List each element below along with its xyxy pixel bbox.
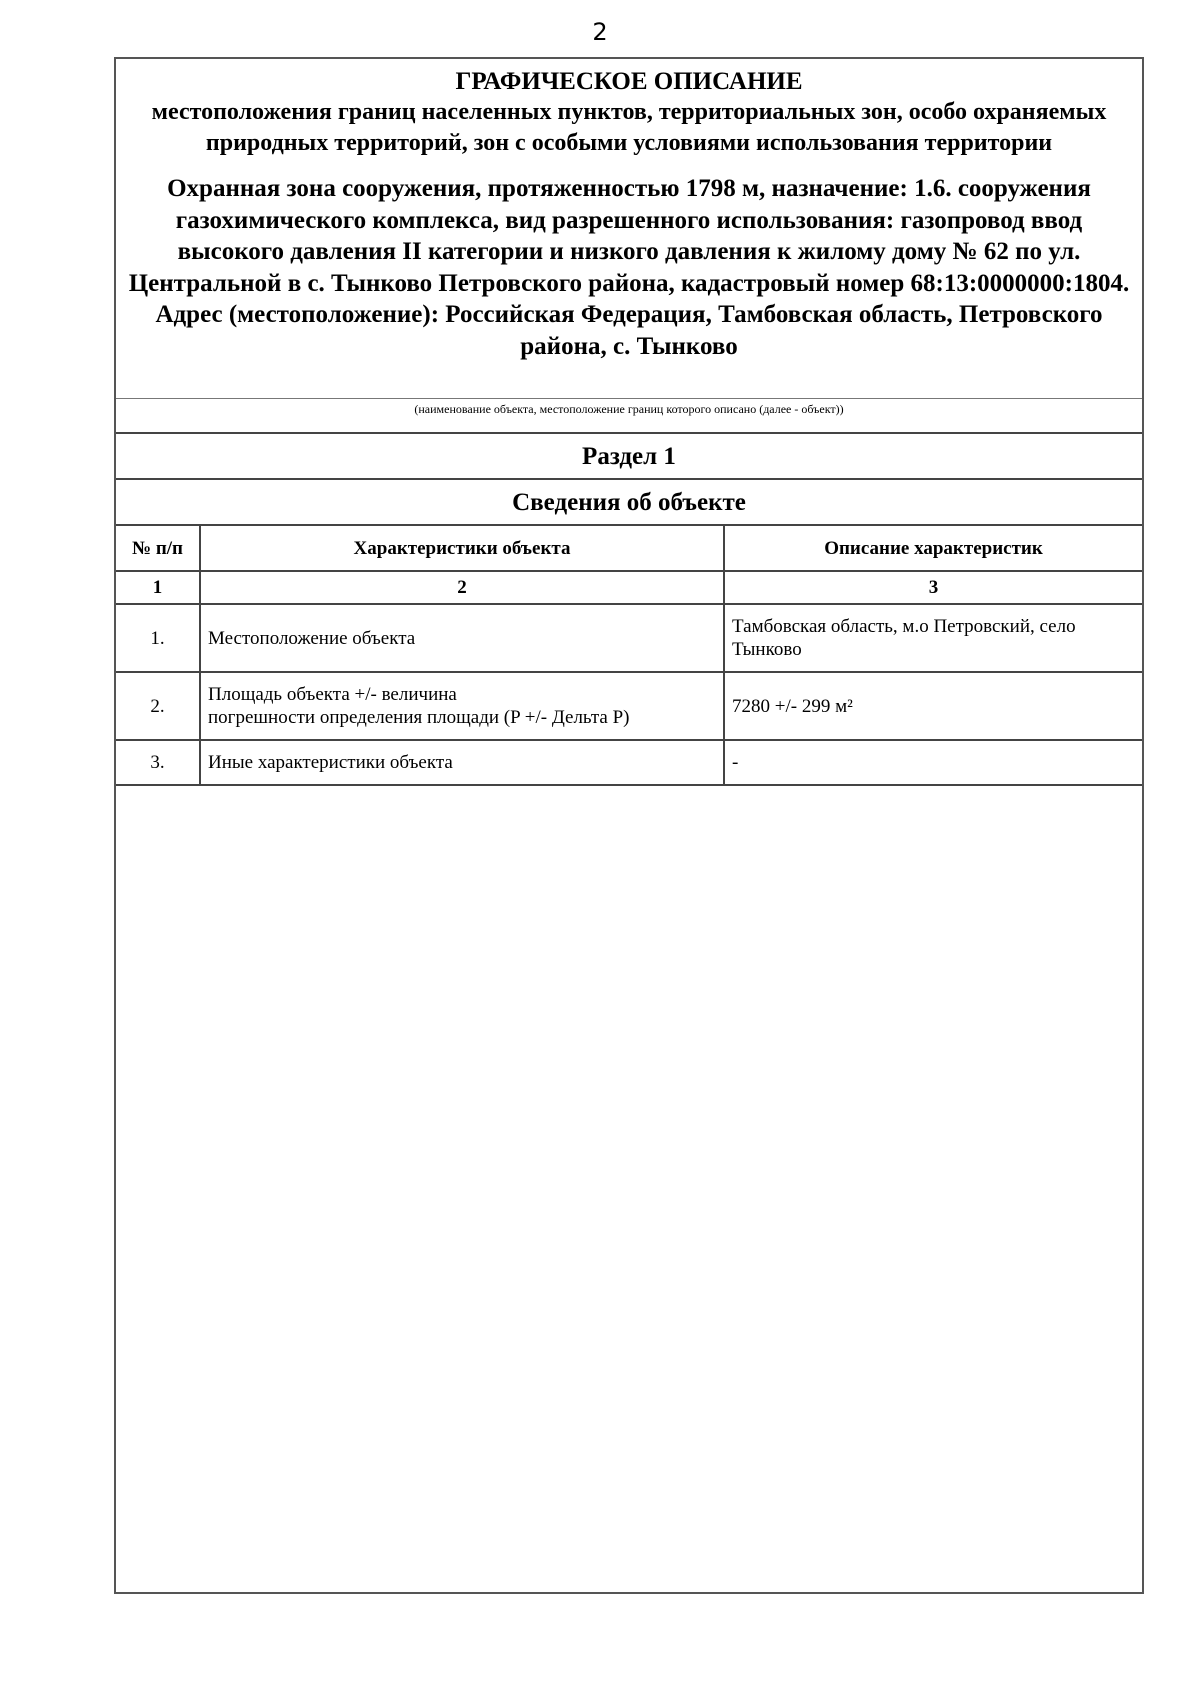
row-number: 1.: [116, 604, 200, 672]
section-subtitle: Сведения об объекте: [116, 480, 1142, 526]
row-description: [724, 672, 1142, 740]
row-description: [724, 604, 1142, 672]
object-name-caption: (наименование объекта, местоположение границ которого описано (далее - объект)): [116, 399, 1142, 434]
row-description: [724, 740, 1142, 785]
row-characteristic: Местоположение объекта: [200, 604, 724, 672]
table-header-row: [116, 526, 1142, 571]
object-info-table: [116, 526, 1142, 786]
table-row: [116, 672, 1142, 740]
column-index-1: 1: [116, 571, 200, 604]
table-row: [116, 604, 1142, 672]
section-title: Раздел 1: [116, 434, 1142, 480]
table-row: [116, 740, 1142, 785]
column-index-3: 3: [724, 571, 1142, 604]
row-characteristic: [200, 672, 724, 740]
document-title: ГРАФИЧЕСКОЕ ОПИСАНИЕ: [455, 68, 803, 95]
row-number: 2.: [116, 672, 200, 740]
column-header-characteristic: Характеристики объекта: [200, 526, 724, 571]
table-index-row: [116, 571, 1142, 604]
row-description-text: 7280 +/- 299 м²: [732, 695, 853, 717]
object-name: Охранная зона сооружения, протяженностью 1798 м, назначение: 1.6. сооружения газохимического комплекса, вид разрешенного использования: газопровод ввод высокого давления II категории и низкого давления к жилому дому № 62 по ул. Центральной в с. Тынково Петровского района, кадастровый номер 68:13:0000000:1804. Адрес (местоположение): Российская Федерация, Тамбовская область, Петровского района, с. Тынково: [128, 175, 1130, 360]
document-subtitle: местоположения границ населенных пунктов, территориальных зон, особо охраняемых природных территорий, зон с особыми условиями использования территории: [151, 99, 1107, 156]
column-header-number: № п/п: [116, 526, 200, 571]
row-characteristic: Иные характеристики объекта: [200, 740, 724, 785]
row-characteristic-line: Площадь объекта +/- величина: [208, 684, 457, 705]
row-description-text: Тамбовская область, м.о Петровский, село Тынково: [732, 616, 1076, 660]
column-header-description: Описание характеристик: [724, 526, 1142, 571]
column-index-2: 2: [200, 571, 724, 604]
document-frame: [114, 57, 1144, 1594]
row-characteristic-line: погрешности определения площади (P +/- Дельта P): [208, 707, 630, 728]
document-header: [116, 59, 1142, 399]
page-number: 2: [592, 18, 608, 46]
row-number: 3.: [116, 740, 200, 785]
row-description-text: -: [732, 752, 739, 773]
